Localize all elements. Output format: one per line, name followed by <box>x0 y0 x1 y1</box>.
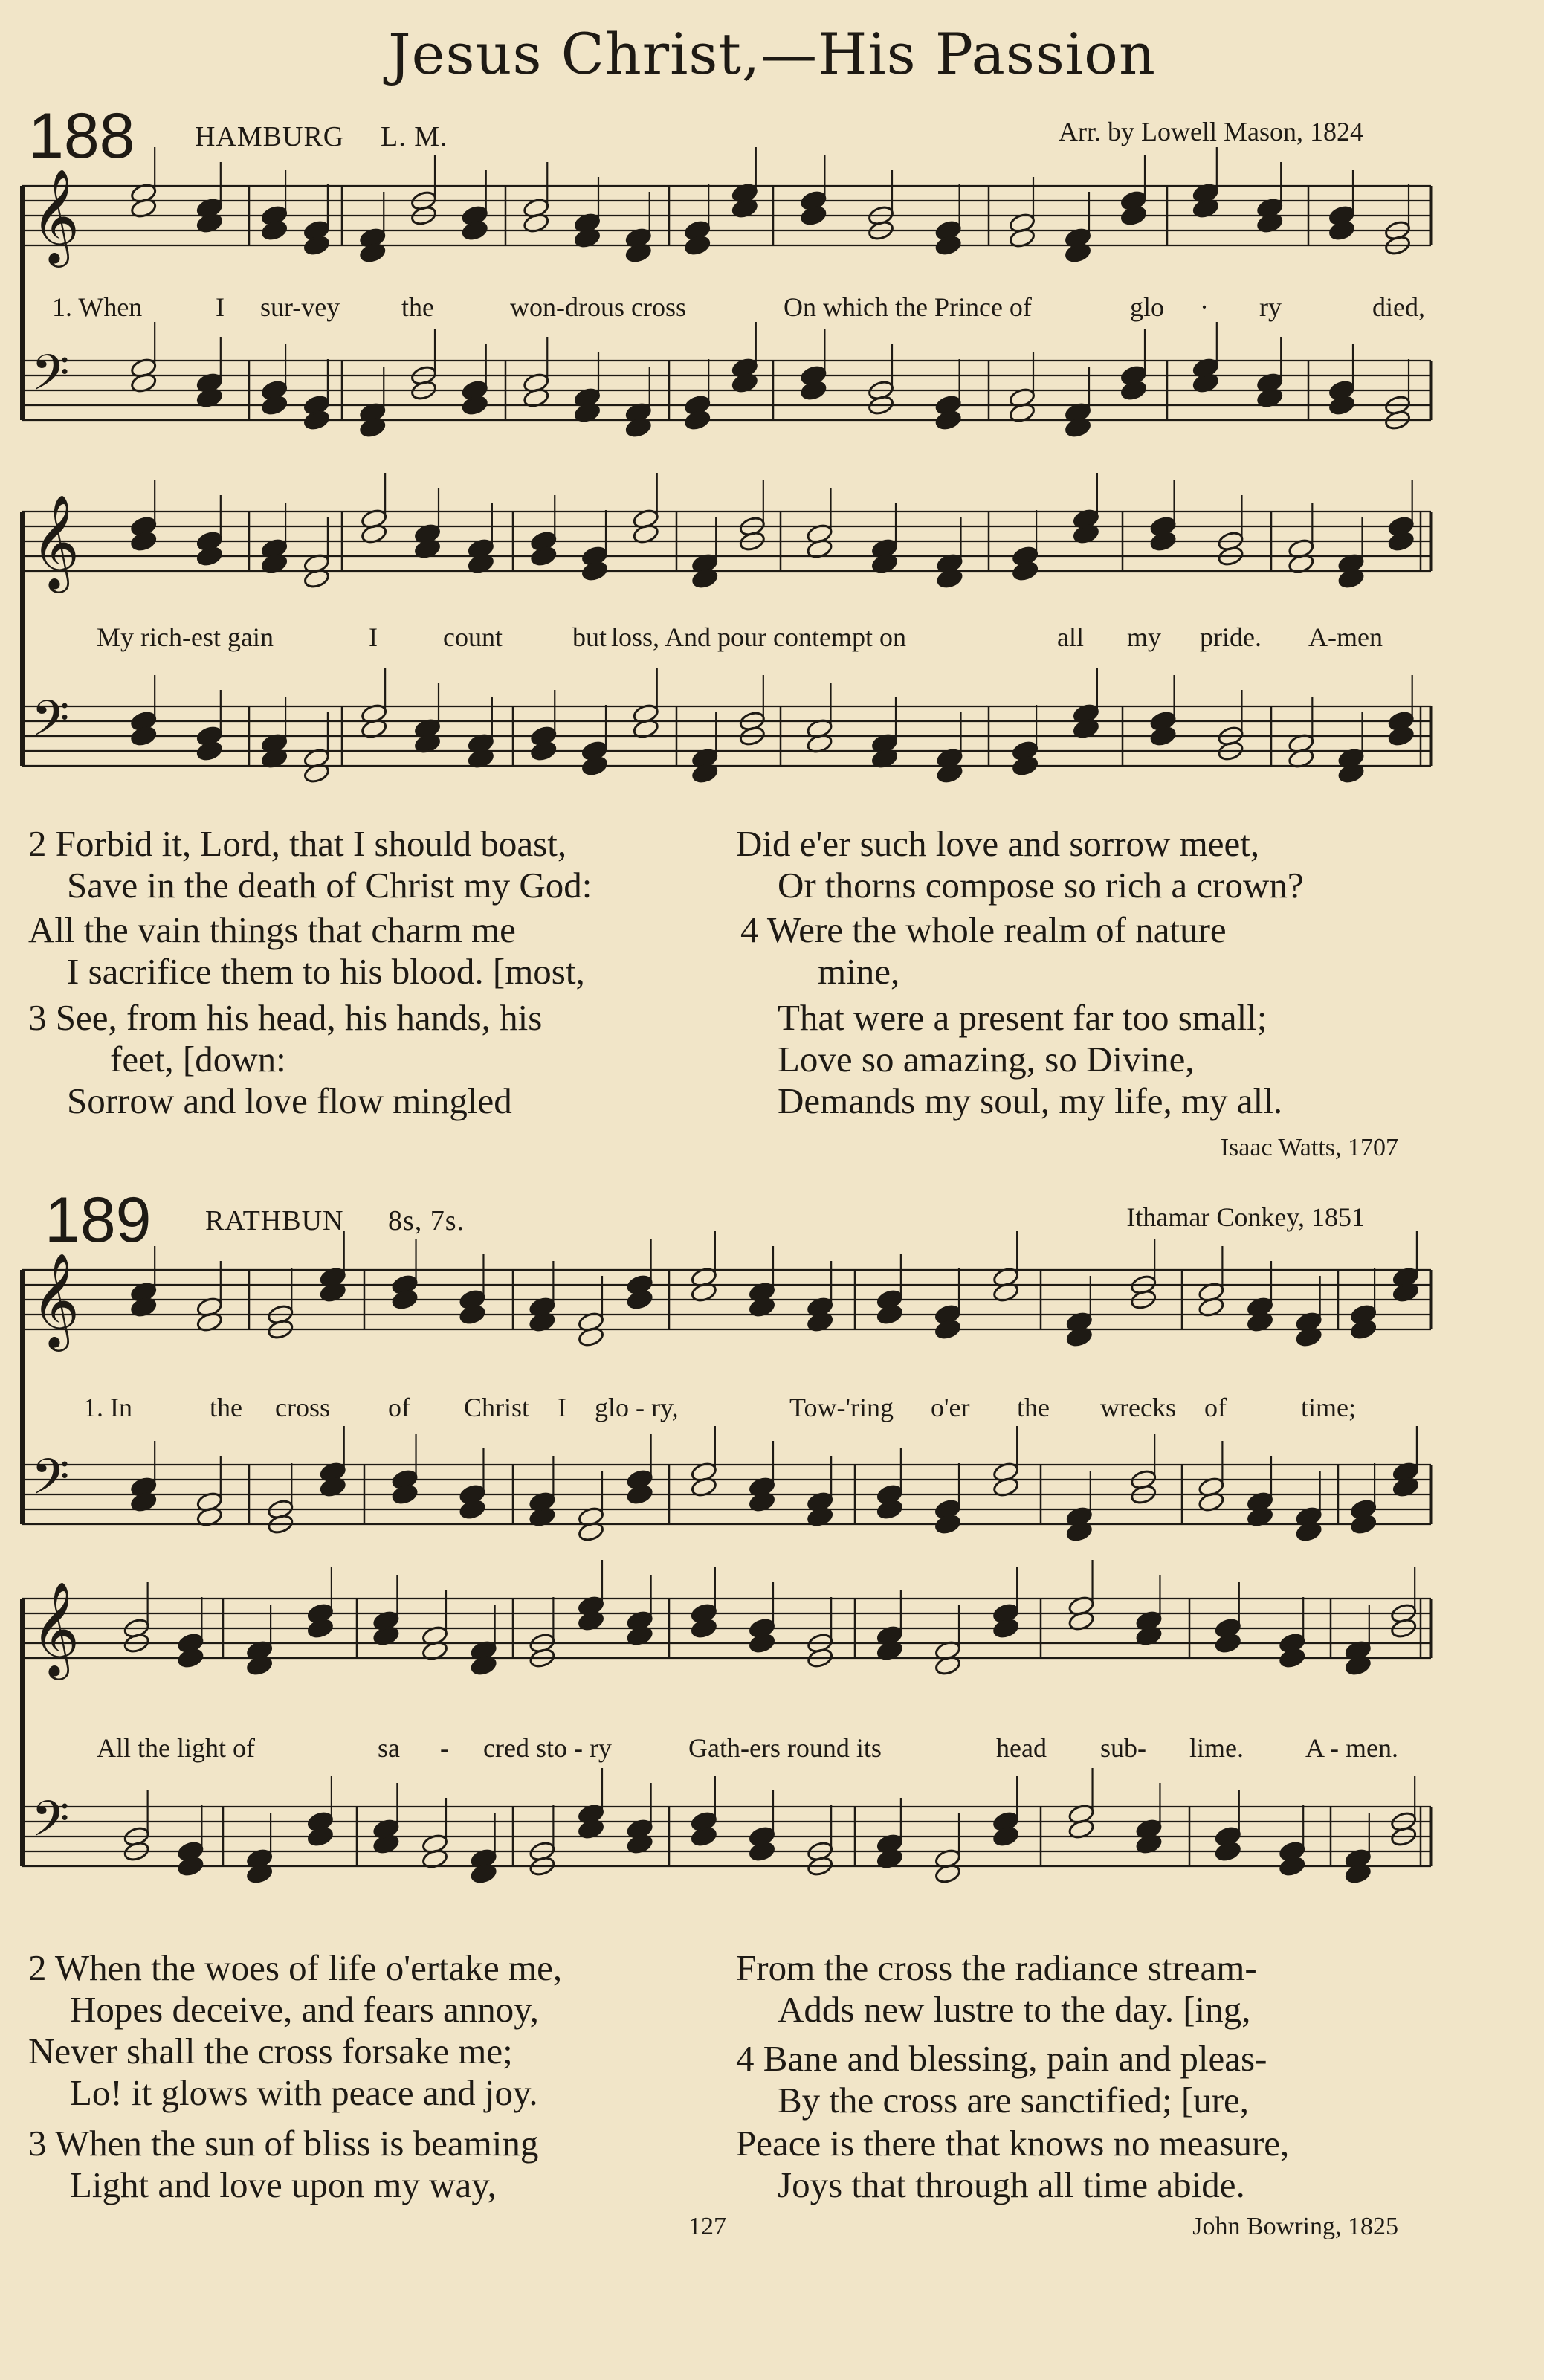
verse-line: feet, [down: <box>110 1039 286 1080</box>
lyric-syllable: the <box>210 1393 242 1422</box>
lyric-syllable: All the light of <box>97 1733 255 1763</box>
lyric-syllable: of <box>1204 1393 1227 1422</box>
lyric-syllable: o'er <box>931 1393 970 1422</box>
svg-text:𝄢: 𝄢 <box>31 344 70 413</box>
lyric-syllable: - <box>440 1733 449 1763</box>
verse-line: Demands my soul, my life, my all. <box>778 1080 1283 1121</box>
svg-text:𝄞: 𝄞 <box>31 168 80 263</box>
verse-line: Sorrow and love flow mingled <box>67 1080 512 1121</box>
lyric-syllable: my <box>1127 622 1162 652</box>
verse-line: 2 When the woes of life o'ertake me, <box>28 1947 563 1988</box>
verse-line: Peace is there that knows no measure, <box>736 2123 1290 2164</box>
verse-line: 4 Were the whole realm of nature <box>740 909 1227 950</box>
lyric-syllable: On which the Prince of <box>784 292 1032 322</box>
verse-line: By the cross are sanctified; [ure, <box>778 2080 1250 2121</box>
lyric-syllable: ry <box>1259 292 1282 322</box>
lyric-syllable: cross <box>275 1393 330 1422</box>
lyric-syllable: of <box>388 1393 410 1422</box>
lyric-syllable: won-drous cross <box>510 292 686 322</box>
page-number: 127 <box>688 2213 726 2240</box>
tune-meter: 8s, 7s. <box>388 1205 465 1236</box>
lyric-syllable: I <box>369 622 378 652</box>
svg-text:𝄢: 𝄢 <box>31 1448 70 1518</box>
lyric-syllable: count <box>443 622 503 652</box>
composer-credit: Ithamar Conkey, 1851 <box>1126 1202 1365 1232</box>
lyric-syllable: glo - ry, <box>595 1393 679 1422</box>
staff-system <box>22 147 1431 439</box>
lyric-syllable: head <box>996 1733 1047 1763</box>
lyric-syllable: Gath-ers round its <box>688 1733 882 1763</box>
tune-name: HAMBURG <box>195 121 345 152</box>
verse-line: Did e'er such love and sorrow meet, <box>736 823 1260 864</box>
tune-name: RATHBUN <box>205 1205 344 1236</box>
lyric-syllable: sa <box>378 1733 400 1763</box>
verse-line: Never shall the cross forsake me; <box>28 2031 513 2071</box>
lyric-syllable: the <box>401 292 434 322</box>
verse-line: Love so amazing, so Divine, <box>778 1039 1195 1080</box>
svg-text:𝄞: 𝄞 <box>31 1252 80 1347</box>
verse-line: Save in the death of Christ my God: <box>67 865 592 906</box>
lyric-syllable: sub- <box>1100 1733 1146 1763</box>
lyric-syllable: sur-vey <box>260 292 340 322</box>
lyric-syllable: · <box>1200 292 1209 322</box>
lyric-syllable: I <box>216 292 225 322</box>
tune-meter: L. M. <box>381 121 448 152</box>
lyric-syllable: My rich-est gain <box>97 622 274 652</box>
verse-line: I sacrifice them to his blood. [most, <box>67 951 585 992</box>
svg-text:𝄞: 𝄞 <box>31 1581 80 1676</box>
lyric-syllable: 1. When <box>52 292 143 322</box>
verse-line: mine, <box>818 951 900 992</box>
verse-line: 3 See, from his head, his hands, his <box>28 997 543 1038</box>
hymn-number: 188 <box>28 100 135 172</box>
verse-line: From the cross the radiance stream- <box>736 1947 1257 1988</box>
verse-line: Light and love upon my way, <box>70 2164 497 2205</box>
svg-text:𝄞: 𝄞 <box>31 494 80 589</box>
lyric-syllable: cred sto - ry <box>483 1733 612 1763</box>
author-credit: John Bowring, 1825 <box>1192 2213 1398 2240</box>
lyric-syllable: A - men. <box>1305 1733 1398 1763</box>
verse-line: That were a present far too small; <box>778 997 1267 1038</box>
page-title: Jesus Christ,—His Passion <box>388 21 1156 87</box>
verse-line: Hopes deceive, and fears annoy, <box>70 1989 539 2030</box>
composer-credit: Arr. by Lowell Mason, 1824 <box>1059 117 1363 146</box>
lyric-syllable: wrecks <box>1100 1393 1176 1422</box>
author-credit: Isaac Watts, 1707 <box>1220 1134 1398 1161</box>
verse-line: All the vain things that charm me <box>28 909 516 950</box>
verse-line: 4 Bane and blessing, pain and pleas- <box>736 2038 1267 2079</box>
verse-line: 3 When the sun of bliss is beaming <box>28 2123 539 2164</box>
verse-line: Joys that through all time abide. <box>778 2164 1245 2205</box>
staff-system <box>22 1231 1431 1543</box>
lyric-syllable: Tow-'ring <box>789 1393 894 1422</box>
verse-line: Adds new lustre to the day. [ing, <box>778 1989 1251 2030</box>
lyric-syllable: A-men <box>1308 622 1383 652</box>
hymn-number: 189 <box>45 1184 152 1256</box>
lyric-syllable: I <box>558 1393 566 1422</box>
svg-text:𝄢: 𝄢 <box>31 1790 70 1860</box>
lyric-syllable: but <box>572 622 607 652</box>
lyric-syllable: 1. In <box>83 1393 132 1422</box>
lyric-syllable: lime. <box>1189 1733 1244 1763</box>
verse-line: Lo! it glows with peace and joy. <box>70 2072 538 2113</box>
lyric-syllable: the <box>1017 1393 1050 1422</box>
lyric-syllable: time; <box>1301 1393 1356 1422</box>
lyric-syllable: all <box>1057 622 1084 652</box>
lyric-syllable: Christ <box>464 1393 530 1422</box>
verse-line: 2 Forbid it, Lord, that I should boast, <box>28 823 567 864</box>
lyric-syllable: pride. <box>1200 622 1262 652</box>
staff-system <box>22 1560 1431 1885</box>
lyric-syllable: glo <box>1130 292 1165 322</box>
lyric-syllable: died, <box>1372 292 1425 322</box>
lyric-syllable: loss, And pour contempt on <box>611 622 906 652</box>
verse-line: Or thorns compose so rich a crown? <box>778 865 1304 906</box>
svg-text:𝄢: 𝄢 <box>31 690 70 759</box>
